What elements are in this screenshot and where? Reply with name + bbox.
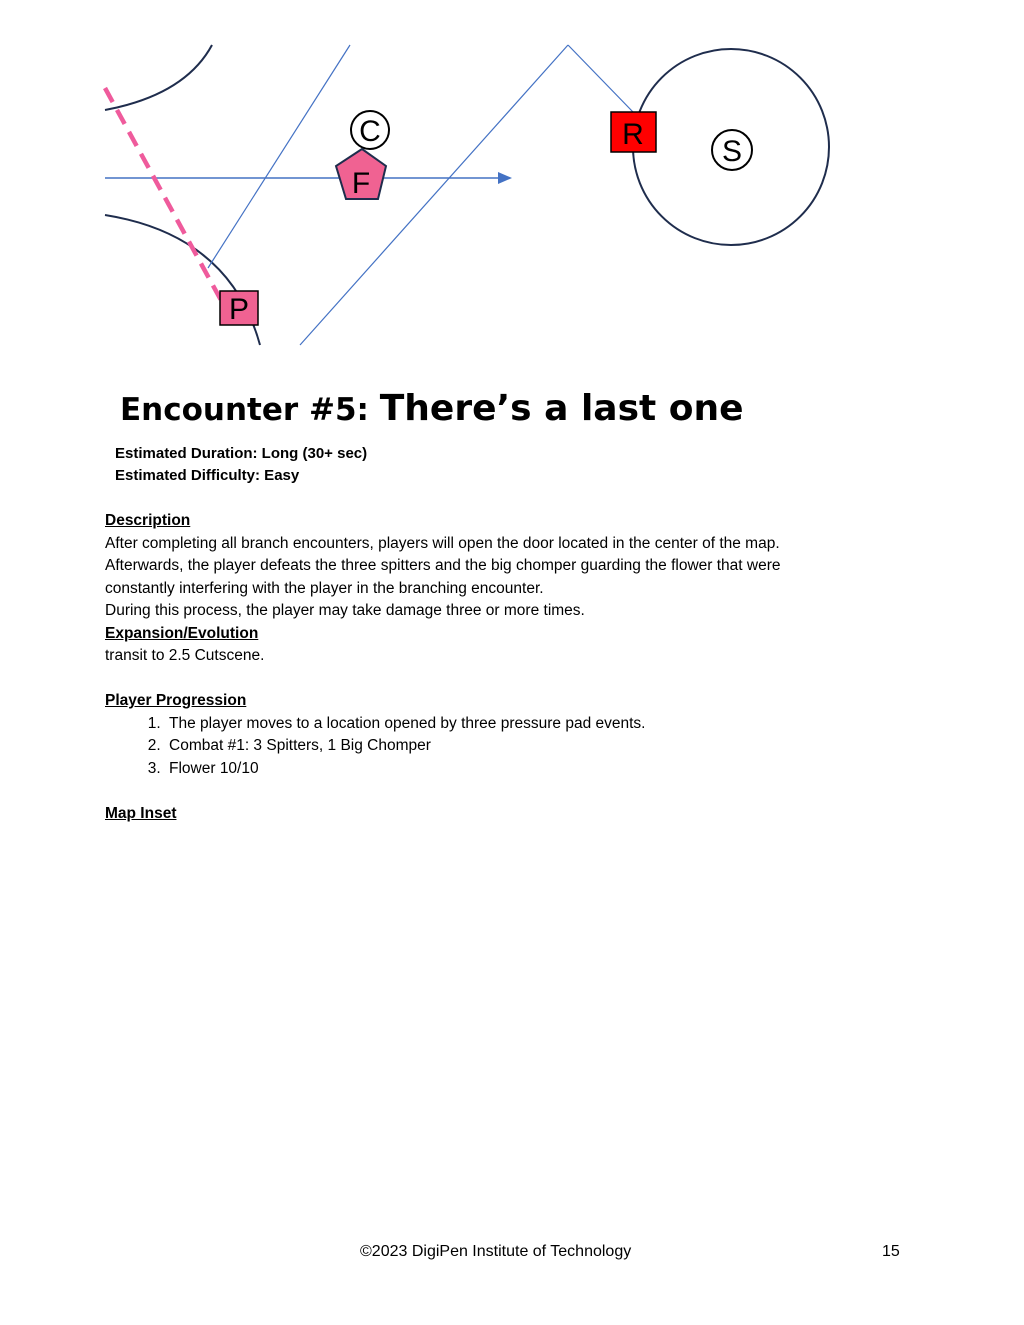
expansion-heading: Expansion/Evolution	[105, 624, 259, 642]
page-title	[120, 388, 744, 429]
path-line	[568, 45, 633, 112]
p-marker-label: P	[228, 293, 250, 326]
arrow-head-icon	[498, 172, 512, 184]
list-item: 3. Flower 10/10	[165, 758, 905, 781]
description-line: After completing all branch encounters, players will open the door located in the center of the map.	[105, 534, 780, 552]
path-line	[300, 45, 568, 345]
copyright: ©2023 DigiPen Institute of Technology	[360, 1243, 632, 1260]
s-marker-label: S	[721, 135, 743, 168]
encounter-meta	[115, 443, 367, 487]
dashed-path	[105, 88, 222, 302]
title-part2: There’s a last one	[379, 388, 744, 429]
map-inset-heading: Map Inset	[105, 804, 177, 822]
path-line	[208, 45, 350, 268]
description-line: constantly interfering with the player in the branching encounter.	[105, 579, 544, 597]
arc-top-left	[105, 45, 212, 110]
progression-list	[105, 713, 905, 781]
estimated-difficulty: Estimated Difficulty: Easy	[115, 467, 300, 484]
expansion-text: transit to 2.5 Cutscene.	[105, 647, 265, 664]
r-marker-label: R	[622, 118, 644, 151]
description-line: During this process, the player may take damage three or more times.	[105, 602, 585, 619]
map-diagram	[0, 0, 1024, 360]
title-part1: Encounter #5:	[120, 392, 380, 428]
page-number: 15	[882, 1243, 900, 1260]
description-line: Afterwards, the player defeats the three spitters and the big chomper guarding the flower that were	[105, 557, 781, 574]
document-body	[105, 510, 905, 825]
list-item: 1. The player moves to a location opened by three pressure pad events.	[165, 713, 905, 736]
description-heading: Description	[105, 512, 191, 529]
estimated-duration: Estimated Duration: Long (30+ sec)	[115, 445, 368, 462]
list-item: 2. Combat #1: 3 Spitters, 1 Big Chomper	[165, 735, 905, 758]
progression-heading: Player Progression	[105, 692, 247, 709]
c-marker-label: C	[359, 115, 381, 148]
f-pentagon-label: F	[351, 167, 371, 200]
